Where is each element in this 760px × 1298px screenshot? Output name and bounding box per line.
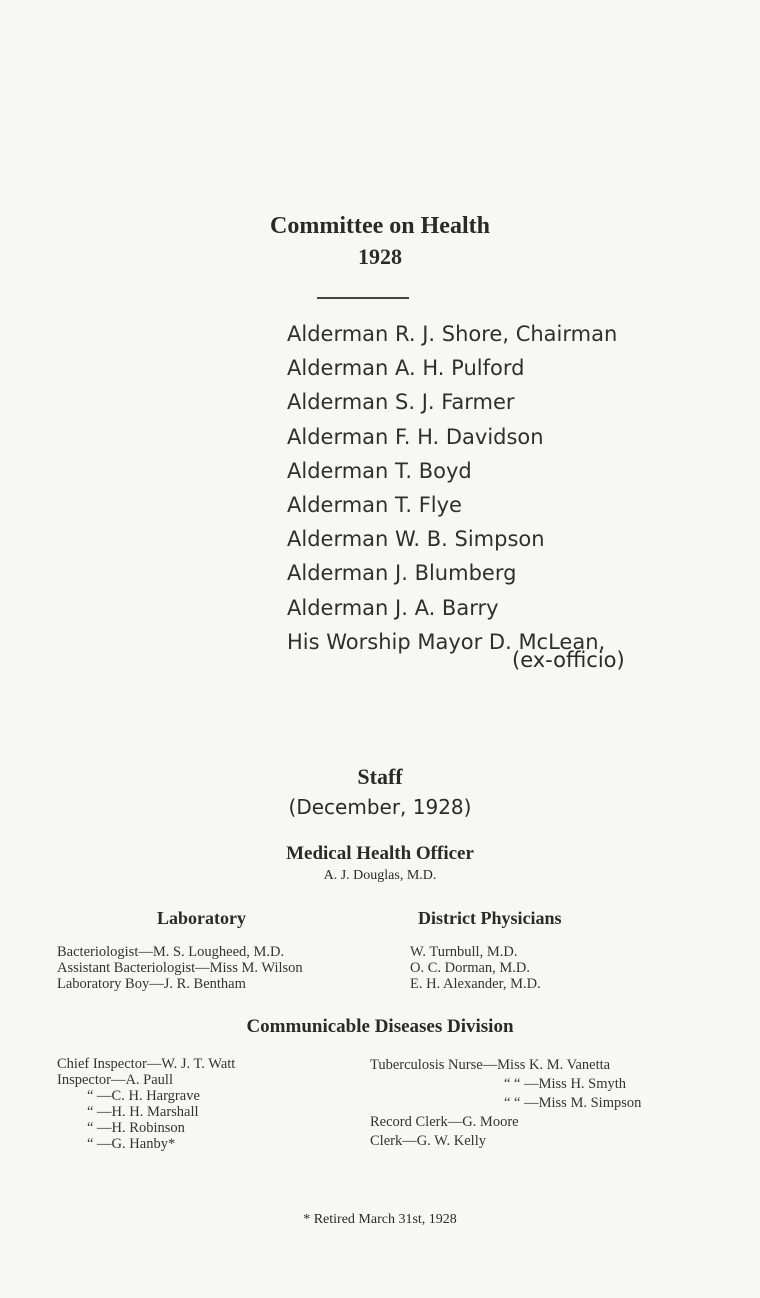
laboratory-staff-list: [57, 944, 303, 992]
laboratory-staff-line: Bacteriologist—M. S. Lougheed, M.D.: [57, 944, 285, 960]
divider: [317, 297, 409, 299]
nursing-clerical-line: “ “ —Miss M. Simpson: [504, 1095, 642, 1111]
committee-member: Alderman J. Blumberg: [287, 561, 517, 586]
committee-member: Alderman S. J. Farmer: [287, 390, 515, 415]
district-physicians-list: [410, 944, 541, 992]
laboratory-staff-line: Laboratory Boy—J. R. Bentham: [57, 976, 246, 992]
committee-member: Alderman J. A. Barry: [287, 595, 499, 620]
committee-member: Alderman R. J. Shore, Chairman: [287, 322, 618, 346]
committee-members-list: [287, 317, 617, 659]
district-physician-line: E. H. Alexander, M.D.: [410, 976, 541, 992]
committee-member: Alderman T. Flye: [287, 493, 462, 518]
nursing-clerical-line: Clerk—G. W. Kelly: [370, 1133, 486, 1149]
committee-member: Alderman A. H. Pulford: [287, 356, 525, 381]
committee-member: Alderman W. B. Simpson: [287, 527, 545, 552]
laboratory-staff-line: Assistant Bacteriologist—Miss M. Wilson: [57, 960, 303, 976]
footnote: * Retired March 31st, 1928: [303, 1212, 457, 1227]
page-year: 1928: [358, 244, 402, 269]
medical-health-officer-name: A. J. Douglas, M.D.: [323, 868, 437, 883]
staff-date: (December, 1928): [288, 795, 472, 819]
inspector-line: Chief Inspector—W. J. T. Watt: [57, 1056, 236, 1072]
nursing-clerical-line: Record Clerk—G. Moore: [370, 1114, 519, 1130]
page-title: Committee on Health: [270, 213, 490, 239]
staff-heading: Staff: [357, 764, 403, 789]
district-physician-line: W. Turnbull, M.D.: [410, 944, 518, 960]
nursing-clerical-list: [370, 1056, 641, 1151]
inspectors-list: [57, 1056, 235, 1152]
laboratory-heading: Laboratory: [157, 908, 246, 928]
medical-health-officer-title: Medical Health Officer: [286, 843, 474, 864]
nursing-clerical-line: “ “ —Miss H. Smyth: [504, 1076, 627, 1092]
committee-member: Alderman F. H. Davidson: [287, 424, 544, 449]
ex-officio-note: (ex-officio): [512, 648, 625, 672]
nursing-clerical-line: Tuberculosis Nurse—Miss K. M. Vanetta: [370, 1057, 611, 1073]
communicable-diseases-heading: Communicable Diseases Division: [246, 1016, 514, 1037]
committee-member: Alderman T. Boyd: [287, 458, 472, 483]
inspector-line: “ —C. H. Hargrave: [87, 1088, 200, 1104]
district-physicians-heading: District Physicians: [418, 908, 562, 928]
district-physician-line: O. C. Dorman, M.D.: [410, 960, 531, 976]
inspector-line: “ —H. Robinson: [87, 1120, 185, 1136]
inspector-line: “ —H. H. Marshall: [87, 1104, 199, 1120]
inspector-line: Inspector—A. Paull: [57, 1072, 173, 1088]
inspector-line: “ —G. Hanby*: [87, 1136, 176, 1152]
committee-member: His Worship Mayor D. McLean,: [287, 629, 606, 654]
